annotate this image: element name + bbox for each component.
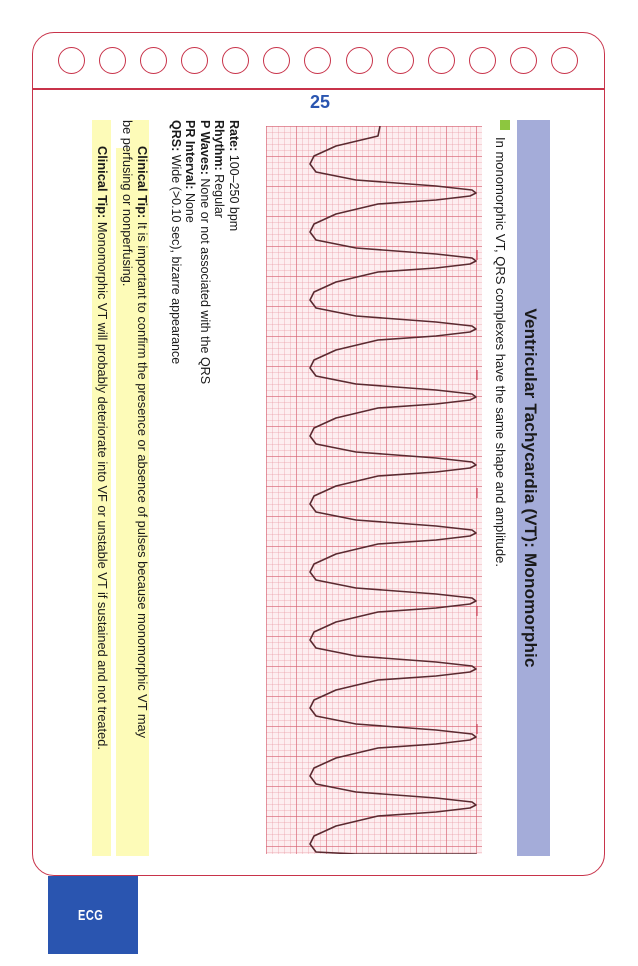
binder-hole	[469, 47, 496, 74]
criteria-qrs: QRS: Wide (>0.10 sec), bizarre appearance	[169, 120, 183, 365]
ring-binder-holes	[58, 47, 578, 79]
binder-hole	[551, 47, 578, 74]
binder-hole	[428, 47, 455, 74]
clinical-tip-1: Clinical Tip: It is important to confirm the presence or absence of pulses because monomorphic VT may be perfusing or nonperfusing.	[120, 120, 150, 739]
binder-hole	[99, 47, 126, 74]
bullet-text: In monomorphic VT, QRS complexes have the same shape and amplitude.	[493, 137, 508, 567]
binder-hole	[304, 47, 331, 74]
page-number: 25	[309, 92, 331, 112]
binder-hole	[346, 47, 373, 74]
criteria-p-waves: P Waves: None or not associated with the QRS	[198, 120, 212, 385]
criteria-rhythm: Rhythm: Regular	[212, 120, 227, 218]
binder-hole	[58, 47, 85, 74]
clinical-tip-2: Clinical Tip: Monomorphic VT will probably deteriorate into VF or unstable VT if sustained and not treated.	[95, 146, 110, 750]
binder-hole	[387, 47, 414, 74]
ecg-time-marks	[470, 120, 484, 856]
ecg-section-tab	[48, 876, 138, 954]
page-title: Ventricular Tachycardia (VT): Monomorphic	[521, 308, 540, 668]
rhythm-criteria	[169, 120, 242, 384]
binder-hole	[181, 47, 208, 74]
binder-hole	[263, 47, 290, 74]
binder-hole	[222, 47, 249, 74]
ecg-tab-label: ECG	[78, 908, 104, 924]
ecg-waveform-monomorphic-vt	[266, 126, 482, 854]
criteria-pr-interval: PR Interval: None	[183, 120, 198, 223]
criteria-rate: Rate: 100–250 bpm	[227, 120, 241, 232]
bullet-square-icon	[500, 120, 510, 130]
binder-hole	[510, 47, 537, 74]
hole-strip-divider	[32, 88, 605, 90]
binder-hole	[140, 47, 167, 74]
